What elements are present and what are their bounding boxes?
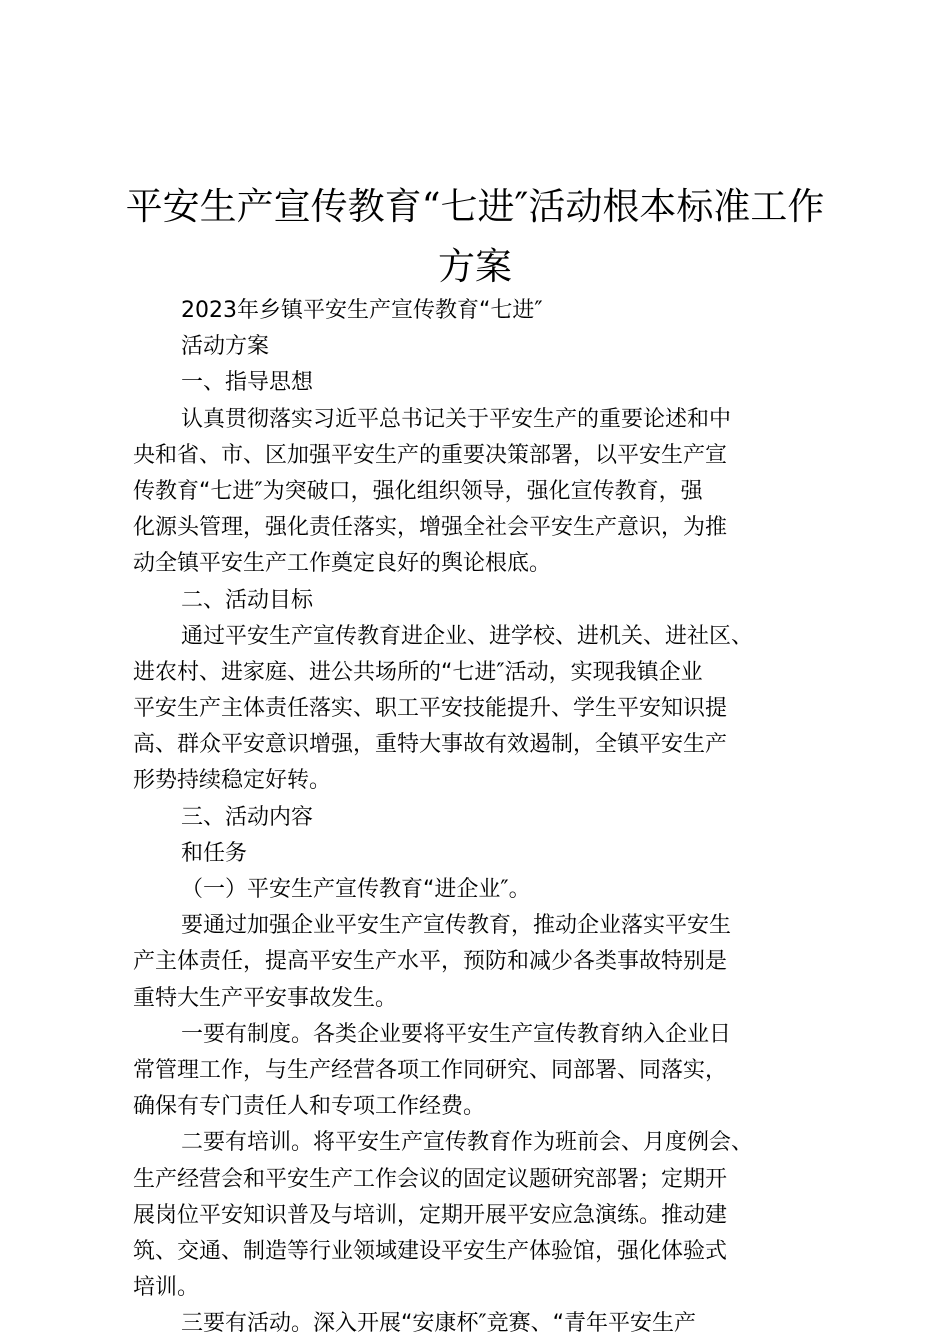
text-line: 一、指导思想 bbox=[181, 370, 314, 396]
text-line: 高、群众平安意识增强，重特大事故有效遏制，全镇平安生产 bbox=[133, 732, 728, 758]
text-line: 重特大生产平安事故发生。 bbox=[133, 985, 398, 1011]
text-line: 二要有培训。将平安生产宣传教育作为班前会、月度例会、 bbox=[181, 1130, 754, 1156]
document-title-line-1: 平安生产宣传教育“七进″活动根本标准工作 bbox=[125, 185, 825, 228]
document-title-line-2: 方案 bbox=[438, 245, 512, 288]
text-line: 化源头管理，强化责任落实，增强全社会平安生产意识，为推 bbox=[133, 515, 728, 541]
text-line: 确保有专门责任人和专项工作经费。 bbox=[133, 1094, 486, 1120]
text-line: 进农村、进家庭、进公共场所的“七进″活动，实现我镇企业 bbox=[133, 659, 703, 685]
document-body bbox=[133, 293, 853, 1342]
text-line: 展岗位平安知识普及与培训，定期开展平安应急演练。推动建 bbox=[133, 1202, 728, 1228]
text-line: 常管理工作，与生产经营各项工作同研究、同部署、同落实， bbox=[133, 1057, 728, 1083]
text-line: 一要有制度。各类企业要将平安生产宣传教育纳入企业日 bbox=[181, 1021, 732, 1047]
text-line: 要通过加强企业平安生产宣传教育，推动企业落实平安生 bbox=[181, 913, 732, 939]
text-line: 三、活动内容 bbox=[181, 804, 314, 830]
text-line: 央和省、市、区加强平安生产的重要决策部署，以平安生产宣 bbox=[133, 442, 728, 468]
text-line: 通过平安生产宣传教育进企业、进学校、进机关、进社区、 bbox=[181, 623, 754, 649]
text-line: 二、活动目标 bbox=[181, 587, 314, 613]
text-line: 产主体责任，提高平安生产水平，预防和减少各类事故特别是 bbox=[133, 949, 728, 975]
text-line: 认真贯彻落实习近平总书记关于平安生产的重要论述和中 bbox=[181, 406, 732, 432]
text-line: 三要有活动。深入开展“安康杯″竞赛、“青年平安生产 bbox=[181, 1311, 697, 1337]
text-line: 培训。 bbox=[133, 1275, 200, 1301]
text-line: 和任务 bbox=[181, 840, 248, 866]
text-line: 2023年乡镇平安生产宣传教育“七进″ bbox=[181, 298, 543, 323]
text-line: 平安生产主体责任落实、职工平安技能提升、学生平安知识提 bbox=[133, 696, 728, 722]
text-line: 形势持续稳定好转。 bbox=[133, 768, 332, 794]
text-line: 活动方案 bbox=[181, 334, 270, 360]
text-line: 生产经营会和平安生产工作会议的固定议题研究部署；定期开 bbox=[133, 1166, 728, 1192]
text-line: 动全镇平安生产工作奠定良好的舆论根底。 bbox=[133, 551, 552, 577]
text-line: 筑、交通、制造等行业领域建设平安生产体验馆，强化体验式 bbox=[133, 1238, 728, 1264]
text-line: 传教育“七进″为突破口，强化组织领导，强化宣传教育，强 bbox=[133, 478, 703, 504]
text-line: （一）平安生产宣传教育“进企业″。 bbox=[181, 877, 531, 902]
